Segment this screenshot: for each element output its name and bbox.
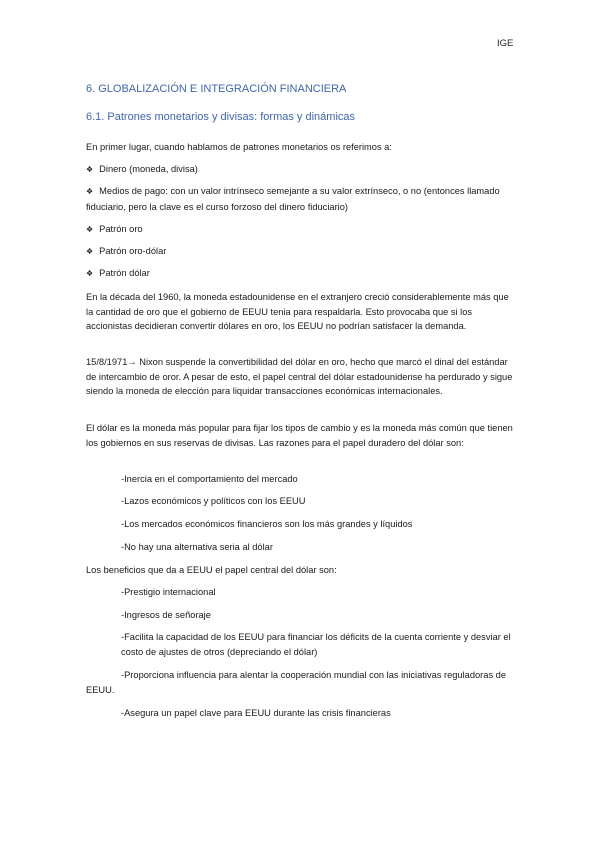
reason-item: -Los mercados económicos financieros son los más grandes y líquidos [121,519,413,529]
benefit-item: -Ingresos de señoraje [121,610,211,620]
bullet-text: Patrón oro-dólar [99,246,167,256]
benefit-item: -Proporciona influencia para alentar la cooperación mundial con las iniciativas reguladoras de EEUU. [86,670,507,695]
benefit-item: -Prestigio internacional [121,587,216,597]
page-header: IGE [497,38,514,49]
bullet-item [86,266,514,282]
reason-item: -Inercia en el comportamiento del mercado [121,474,298,484]
benefit-item: -Facilita la capacidad de los EEUU para financiar los déficits de la cuenta corriente y desviar el costo de ajustes de otros (depreciando el dólar) [121,632,511,657]
intro-paragraph: En primer lugar, cuando hablamos de patrones monetarios os referimos a: [86,142,392,152]
bullet-text: Medios de pago: con un valor intrínseco semejante a su valor extrínseco, o no (entonces llamado fiduciario, pero la clave es el curso forzoso del dinero fiduciario) [86,186,500,212]
bullet-item [86,222,514,238]
bullet-item [86,184,506,214]
paragraph-1960: En la década del 1960, la moneda estadounidense en el extranjero creció considerablemente más que la cantidad de oro que el gobierno de EEUU tenia para respaldarla. Esto provocaba que si los accionistas decidieran convertir dólares en oro, los EEUU no podrían satisfacer la demanda. [86,292,509,332]
bullet-item [86,162,514,178]
paragraph-dollar: El dólar es la moneda más popular para fijar los tipos de cambio y es la moneda más común que tienen los gobiernos en sus reservas de divisas. Las razones para el papel duradero del dólar son: [86,423,513,448]
heading-2: 6.1. Patrones monetarios y divisas: formas y dinámicas [86,111,356,123]
paragraph-1971: 15/8/1971→ Nixon suspende la convertibilidad del dólar en oro, hecho que marcó el dinal del estándar de intercambio de oror. A pesar de esto, el papel central del dólar estadounidense ha perdurado y sigue siendo la moneda de elección para liquidar transacciones económicas internacionales. [86,357,513,397]
reason-item: -No hay una alternativa seria al dólar [121,542,273,552]
reason-item: -Lazos económicos y políticos con los EEUU [121,496,306,506]
bullet-text: Patrón dólar [99,268,150,278]
bullet-text: Dinero (moneda, divisa) [99,164,198,174]
bullet-text: Patrón oro [99,224,143,234]
paragraph-benefits: Los beneficios que da a EEUU el papel central del dólar son: [86,565,337,575]
bullet-item [86,244,514,260]
heading-1: 6. GLOBALIZACIÓN E INTEGRACIÓN FINANCIERA [86,83,347,95]
benefit-item: -Asegura un papel clave para EEUU durante las crisis financieras [121,708,391,718]
